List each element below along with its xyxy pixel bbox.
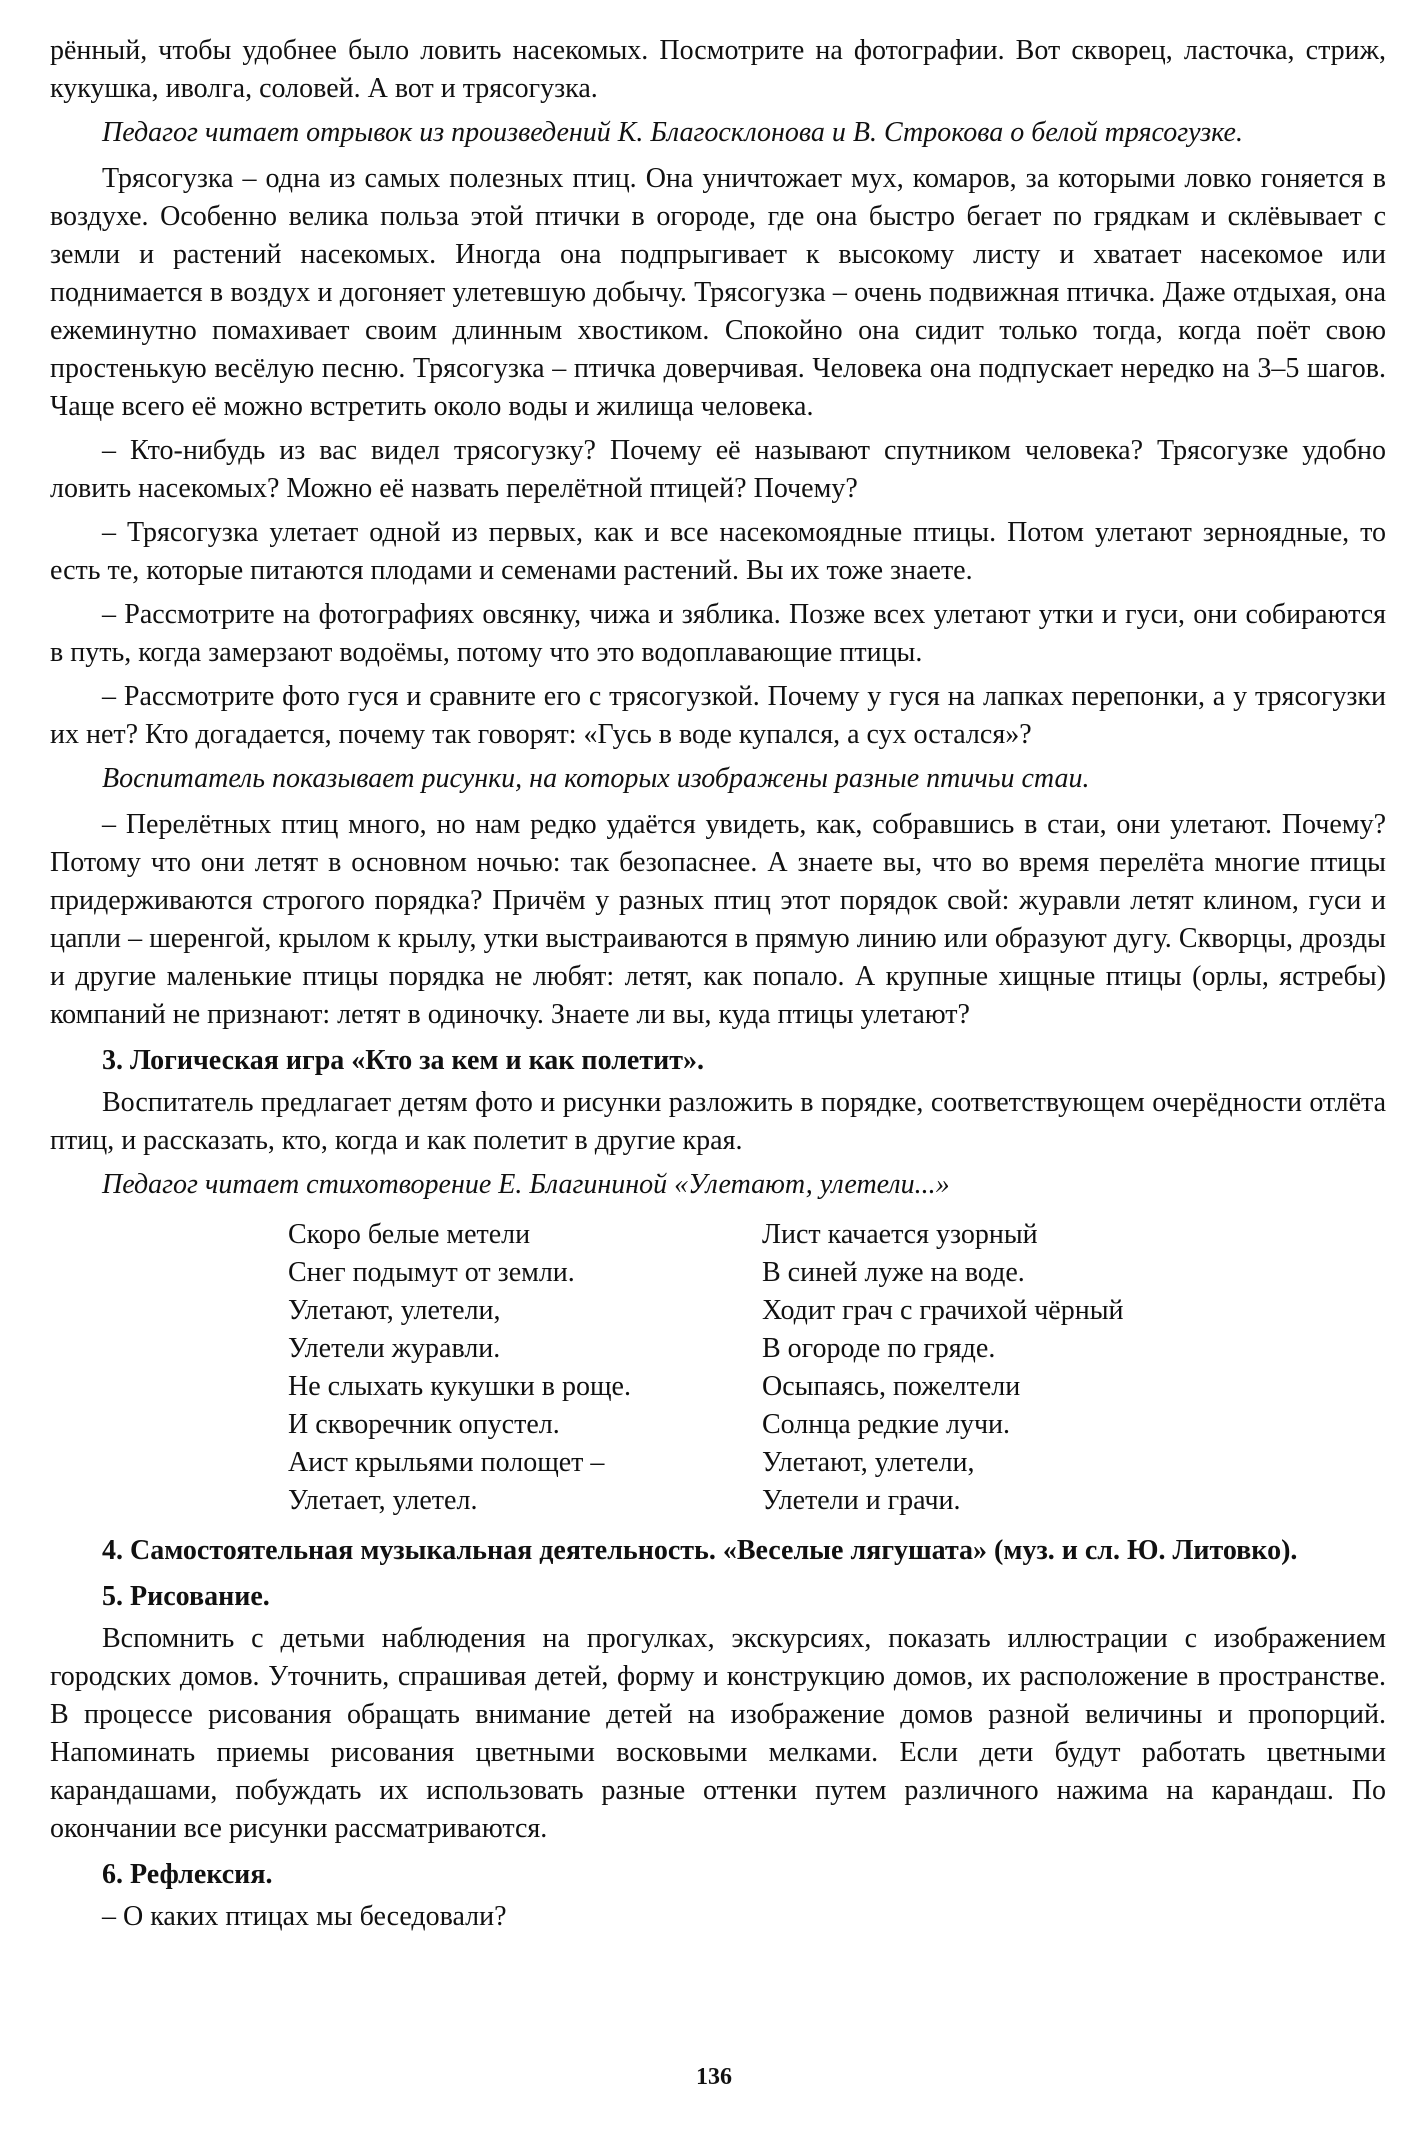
poem-line: Осыпаясь, пожелтели — [762, 1371, 1021, 1402]
paragraph: – О каких птицах мы беседовали? — [102, 1901, 507, 1932]
paragraph: Трясогузка – одна из самых полезных птиц. Она уничтожает мух, комаров, за которыми ловко гоняется в воздухе. Особенно велика польза этой птички в огороде, где она быстро бегает по грядкам и склёвывает с земли и растений насекомых. Иногда она подпрыгивает к высокому листу и хватает насекомое или поднимается в воздух и догоняет улетевшую добычу. Трясогузка – очень подвижная птичка. Даже отдыхая, она ежеминутно помахивает своим длинным хвостиком. Спокойно она сидит только тогда, когда поёт свою простенькую весёлую песню. Трясогузка – птичка доверчивая. Человека она подпускает нередко на 3–5 шагов. Чаще всего её можно встретить около воды и жилища человека. — [50, 163, 1386, 422]
paragraph: Вспомнить с детьми наблюдения на прогулках, экскурсиях, показать иллюстрации с изображением городских домов. Уточнить, спрашивая детей, форму и конструкцию домов, их расположение в пространстве. В процессе рисования обращать внимание детей на изображение домов разной величины и пропорций. Напоминать приемы рисования цветными восковыми мелками. Если дети будут работать цветными карандашами, побуждать их использовать разные оттенки путем различного нажима на карандаш. По окончании все рисунки рассматриваются. — [50, 1623, 1386, 1844]
page-number: 136 — [696, 2064, 732, 2090]
italic-note: Воспитатель показывает рисунки, на которых изображены разные птичьи стаи. — [102, 763, 1090, 794]
poem-line: Улетают, улетели, — [762, 1447, 975, 1478]
poem-line: И скворечник опустел. — [288, 1409, 560, 1440]
poem-line: Улетает, улетел. — [288, 1485, 478, 1516]
paragraph: Воспитатель предлагает детям фото и рисунки разложить в порядке, соответствующем очерёдности отлёта птиц, и рассказать, кто, когда и как полетит в другие края. — [50, 1087, 1386, 1156]
paragraph: – Кто-нибудь из вас видел трясогузку? Почему её называют спутником человека? Трясогузке удобно ловить насекомых? Можно её назвать перелётной птицей? Почему? — [50, 435, 1386, 504]
poem-column-left — [288, 1216, 762, 1520]
paragraph: – Перелётных птиц много, но нам редко удаётся увидеть, как, собравшись в стаи, они улетают. Почему? Потому что они летят в основном ночью: так безопаснее. А знаете вы, что во время перелёта многие птицы придерживаются строгого порядка? Причём у разных птиц этот порядок свой: журавли летят клином, гуси и цапли – шеренгой, крылом к крылу, утки выстраиваются в прямую линию или образуют дугу. Скворцы, дрозды и другие маленькие птицы порядка не любят: летят, как попало. А крупные хищные птицы (орлы, ястребы) компаний не признают: летят в одиночку. Знаете ли вы, куда птицы улетают? — [50, 809, 1386, 1030]
page-body — [50, 32, 1386, 1942]
poem-line: Солнца редкие лучи. — [762, 1409, 1011, 1440]
poem-line: Улетели журавли. — [288, 1333, 501, 1364]
paragraph: – Трясогузка улетает одной из первых, как и все насекомоядные птицы. Потом улетают зерноядные, то есть те, которые питаются плодами и семенами растений. Вы их тоже знаете. — [50, 517, 1386, 586]
paragraph: – Рассмотрите на фотографиях овсянку, чижа и зяблика. Позже всех улетают утки и гуси, они собираются в путь, когда замерзают водоёмы, потому что это водоплавающие птицы. — [50, 599, 1386, 668]
section-heading: 6. Рефлексия. — [102, 1859, 273, 1890]
paragraph: рённый, чтобы удобнее было ловить насекомых. Посмотрите на фотографии. Вот скворец, ласточка, стриж, кукушка, иволга, соловей. А вот и трясогузка. — [50, 35, 1386, 104]
poem-line: Скоро белые метели — [288, 1219, 531, 1250]
poem-line: Улетают, улетели, — [288, 1295, 501, 1326]
poem-line: Лист качается узорный — [762, 1219, 1038, 1250]
section-heading: 4. Самостоятельная музыкальная деятельность. «Веселые лягушата» (муз. и сл. Ю. Литовко). — [102, 1535, 1298, 1566]
poem-column-right — [762, 1216, 1236, 1520]
paragraph: – Рассмотрите фото гуся и сравните его с трясогузкой. Почему у гуся на лапках перепонки, а у трясогузки их нет? Кто догадается, почему так говорят: «Гусь в воде купался, а сух остался»? — [50, 681, 1386, 750]
section-heading: 5. Рисование. — [102, 1581, 270, 1612]
italic-note: Педагог читает стихотворение Е. Благининой «Улетают, улетели...» — [102, 1169, 950, 1200]
poem-line: Ходит грач с грачихой чёрный — [762, 1295, 1124, 1326]
poem-line: Улетели и грачи. — [762, 1485, 961, 1516]
poem-line: Снег подымут от земли. — [288, 1257, 575, 1288]
poem-line: В огороде по гряде. — [762, 1333, 996, 1364]
poem-line: Не слыхать кукушки в роще. — [288, 1371, 631, 1402]
poem-line: В синей луже на воде. — [762, 1257, 1025, 1288]
poem — [288, 1216, 1386, 1520]
italic-note: Педагог читает отрывок из произведений К. Благосклонова и В. Строкова о белой трясогузке. — [102, 117, 1243, 148]
section-heading: 3. Логическая игра «Кто за кем и как полетит». — [102, 1045, 704, 1076]
poem-line: Аист крыльями полощет – — [288, 1447, 605, 1478]
